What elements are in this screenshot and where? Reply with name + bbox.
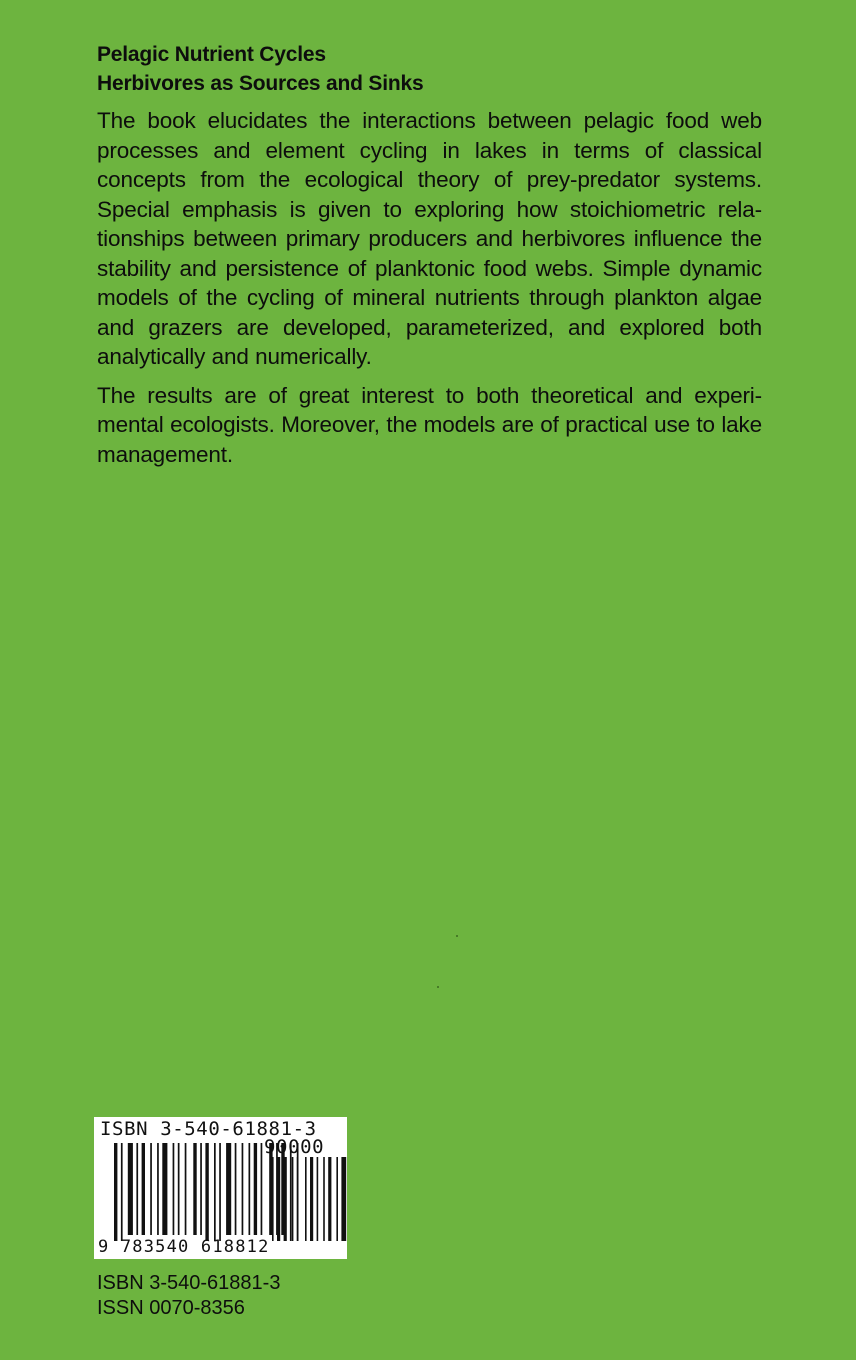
book-subtitle: Herbivores as Sources and Sinks: [97, 72, 424, 95]
barcode-bar: [272, 1157, 274, 1241]
barcode-bar: [136, 1143, 138, 1235]
barcode-bar: [219, 1143, 221, 1241]
barcode-bar: [193, 1143, 196, 1235]
barcode-bar: [297, 1157, 299, 1241]
barcode-bar: [128, 1143, 133, 1235]
barcode-bar: [292, 1157, 294, 1241]
print-speck: [456, 935, 458, 937]
barcode-bar: [121, 1143, 123, 1241]
barcode-bar: [261, 1143, 263, 1235]
barcode-bar: [235, 1143, 237, 1235]
barcode-bar: [150, 1143, 152, 1235]
barcode-bar: [277, 1157, 280, 1241]
print-speck: [437, 986, 439, 988]
barcode-addon-label: 90000: [264, 1136, 325, 1158]
barcode: [94, 1117, 347, 1259]
barcode-bar: [341, 1157, 346, 1241]
barcode-bar: [157, 1143, 159, 1235]
barcode-bar: [185, 1143, 187, 1235]
barcode-digits: 9 783540 618812: [98, 1237, 270, 1257]
barcode-bar: [200, 1143, 202, 1235]
barcode-bar: [323, 1157, 325, 1241]
barcode-bar: [114, 1143, 117, 1241]
blurb-paragraph-1: The book elucidates the interactions between pelagic food web processes and element cycling in lakes in terms of classical concepts from the ecological theory of prey-predator systems. Special emphasis is given to exploring how stoichiometric rela-tionships between primary producers and herbivores influence the stability and persistence of planktonic food webs. Simple dynamic models of the cycling of mineral nutrients through plankton algae and grazers are developed, parameterized, and explored both analytically and numerically.: [97, 108, 762, 369]
barcode-bar: [178, 1143, 180, 1235]
issn-number: ISSN 0070-8356: [97, 1297, 245, 1319]
barcode-bar: [173, 1143, 175, 1235]
barcode-isbn-label: ISBN 3-540-61881-3: [100, 1118, 317, 1140]
barcode-bar: [284, 1157, 287, 1241]
barcode-bar: [328, 1157, 331, 1241]
barcode-bar: [142, 1143, 145, 1235]
barcode-bar: [226, 1143, 231, 1235]
book-title: Pelagic Nutrient Cycles: [97, 43, 326, 66]
barcode-bar: [317, 1157, 319, 1241]
blurb-paragraph-2: The results are of great interest to both theoretical and experi-mental ecologists. Moreover, the models are of practical use to lake management.: [97, 382, 762, 467]
barcode-bar: [305, 1157, 307, 1241]
barcode-bar: [249, 1143, 251, 1235]
barcode-bar: [162, 1143, 167, 1235]
blurb-text: [97, 106, 762, 478]
barcode-bar: [205, 1143, 208, 1241]
barcode-bar: [310, 1157, 313, 1241]
barcode-bar: [254, 1143, 257, 1235]
title-block: [97, 40, 777, 98]
barcode-bar: [242, 1143, 244, 1235]
barcode-bar: [336, 1157, 338, 1241]
isbn-number: ISBN 3-540-61881-3: [97, 1272, 281, 1294]
barcode-bar: [214, 1143, 216, 1241]
identifier-block: [97, 1271, 280, 1321]
